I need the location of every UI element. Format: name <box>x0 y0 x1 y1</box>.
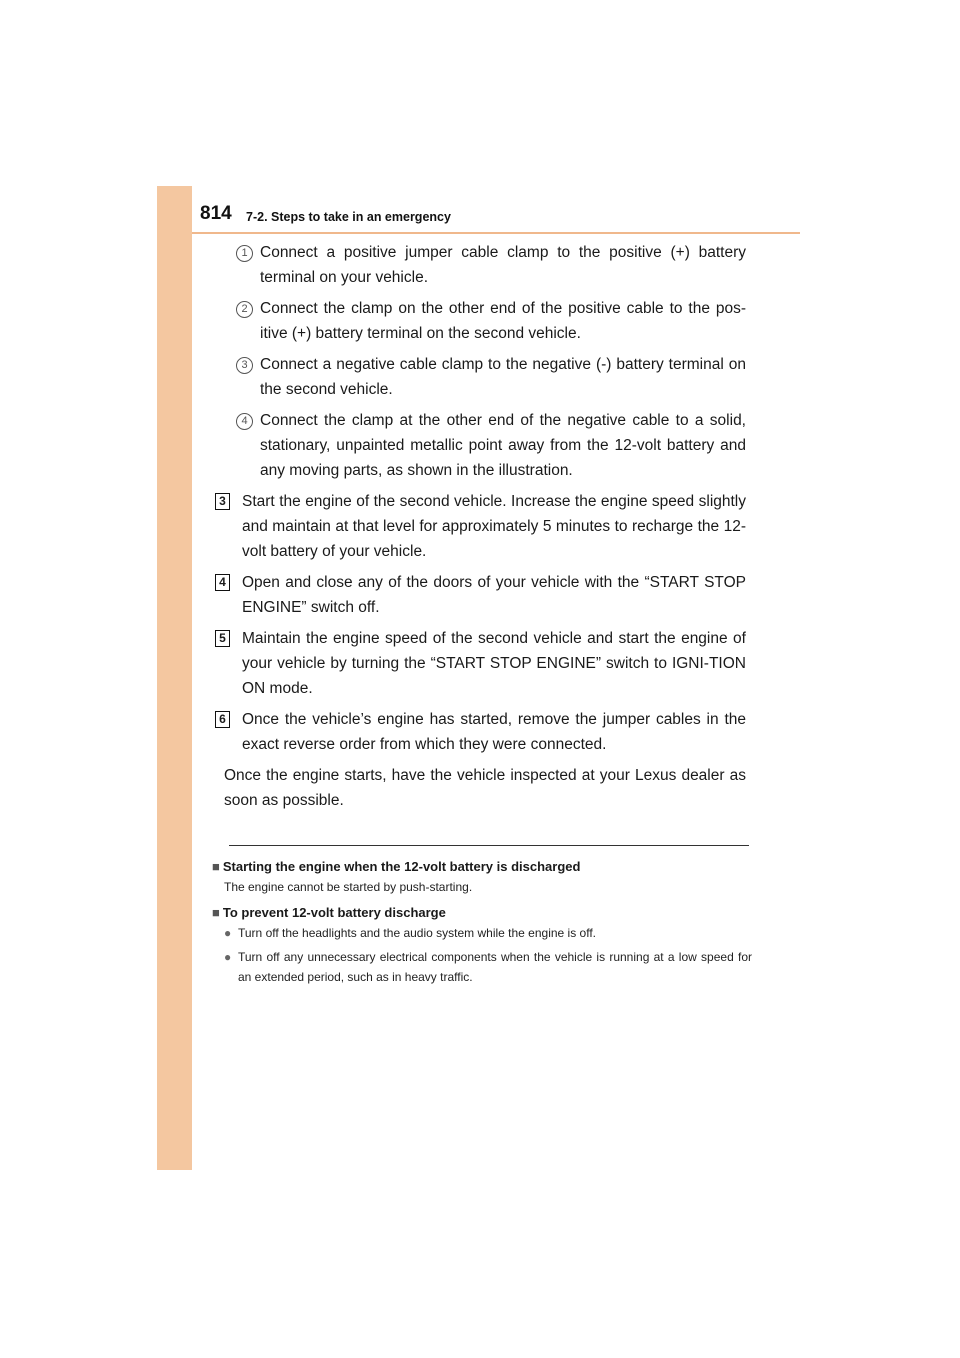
step-number-box: 3 <box>215 493 230 510</box>
page-number: 814 <box>200 203 232 224</box>
section-divider <box>229 845 749 846</box>
substep-text: Connect a negative cable clamp to the negative (-) battery terminal on the second vehicle. <box>260 356 746 398</box>
header-rule <box>192 232 800 234</box>
circled-number-marker: 4 <box>236 413 253 430</box>
step-5 <box>192 626 752 701</box>
info-bullet-2: ● Turn off any unnecessary electrical components when the vehicle is running at a low speed for an extended period, such as in heavy traffic. <box>212 947 752 987</box>
circle-bullet-icon: ● <box>224 926 232 940</box>
circle-bullet-icon: ● <box>224 950 232 964</box>
substep-2 <box>192 296 752 346</box>
circled-number-marker: 1 <box>236 245 253 262</box>
step-text: Start the engine of the second vehicle. Increase the engine speed slightly and maintain at that level for approximately 5 minutes to recharge the 12-volt battery of your vehicle. <box>242 493 746 560</box>
info-section <box>212 855 752 991</box>
step-4 <box>192 570 752 620</box>
info-text-push-start: The engine cannot be started by push-starting. <box>224 880 473 894</box>
info-heading-prevent: ■ To prevent 12-volt battery discharge <box>212 905 446 920</box>
substep-4 <box>192 408 752 483</box>
substep-1 <box>192 240 752 290</box>
step-number-box: 5 <box>215 630 230 647</box>
substep-text: Connect the clamp at the other end of the negative cable to a solid, stationary, unpainted metallic point away from the 12-volt battery and any moving parts, as shown in the illustration. <box>260 412 746 479</box>
step-text: Once the vehicle’s engine has started, remove the jumper cables in the exact reverse order from which they were connected. <box>242 711 746 753</box>
info-heading-discharged: ■ Starting the engine when the 12-volt battery is discharged <box>212 859 581 874</box>
circled-number-marker: 3 <box>236 357 253 374</box>
main-content <box>192 240 752 813</box>
step-text: Maintain the engine speed of the second vehicle and start the engine of your vehicle by turning the “START STOP ENGINE” switch to IGNI-TION ON mode. <box>242 630 746 697</box>
section-title: 7-2. Steps to take in an emergency <box>246 210 451 224</box>
step-number-box: 6 <box>215 711 230 728</box>
circled-number-marker: 2 <box>236 301 253 318</box>
info-bullet-1: ● Turn off the headlights and the audio system while the engine is off. <box>212 923 752 943</box>
step-6 <box>192 707 752 757</box>
step-3 <box>192 489 752 564</box>
substep-text: Connect a positive jumper cable clamp to the positive (+) battery terminal on your vehicle. <box>260 244 746 286</box>
square-bullet-icon: ■ <box>212 859 220 874</box>
chapter-sidebar-tab <box>157 186 192 1170</box>
inspection-note: Once the engine starts, have the vehicle inspected at your Lexus dealer as soon as possible. <box>224 767 746 809</box>
square-bullet-icon: ■ <box>212 905 220 920</box>
substep-text: Connect the clamp on the other end of the positive cable to the pos-itive (+) battery terminal on the second vehicle. <box>260 300 746 342</box>
step-number-box: 4 <box>215 574 230 591</box>
substep-3 <box>192 352 752 402</box>
step-text: Open and close any of the doors of your vehicle with the “START STOP ENGINE” switch off. <box>242 574 746 616</box>
